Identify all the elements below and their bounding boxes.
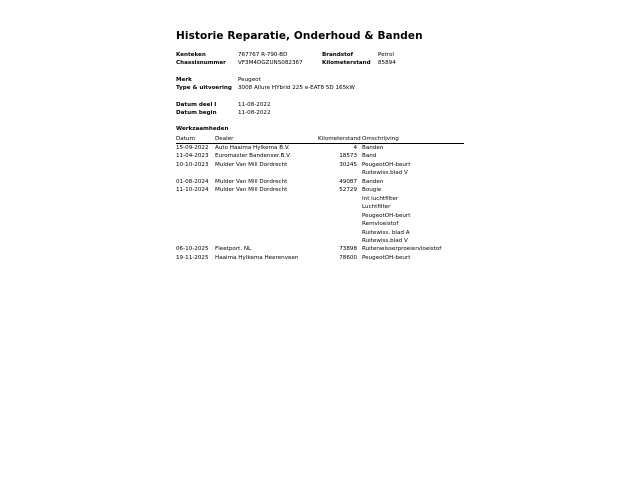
type-value: 3008 Allure HYbrid 225 e-EAT8 5D 165kW xyxy=(238,85,355,91)
row-omschrijving: Band xyxy=(362,153,377,160)
row-dealer: Fleetport. NL xyxy=(215,246,252,253)
page-title: Historie Reparatie, Onderhoud & Banden xyxy=(176,30,423,42)
row-omschrijving: Ruitewiss.blad V xyxy=(362,170,408,177)
column-header-dealer: Dealer xyxy=(215,136,234,142)
row-omschrijving: Banden xyxy=(362,178,384,185)
row-omschrijving: Ruitenwisserproeiervloeistof xyxy=(362,246,442,253)
row-dealer: Mulder Van Mill Dordrecht xyxy=(215,161,288,168)
brandstof-value: Petrol xyxy=(378,52,394,58)
type-label: Type & uitvoering xyxy=(176,85,232,91)
row-omschrijving: Ruitewiss.blad V xyxy=(362,237,408,244)
kenteken-label: Kenteken xyxy=(176,52,206,58)
kilometerstand-label: Kilometerstand xyxy=(322,60,371,66)
row-kilometerstand: 73898 xyxy=(339,246,357,253)
datum-begin-value: 11-08-2022 xyxy=(238,110,271,116)
row-dealer: Euromaster Bandenser.B.V. xyxy=(215,153,291,160)
kenteken-value: 767767 R-790-BD xyxy=(238,52,288,58)
row-datum: 11-04-2023 xyxy=(176,153,209,160)
column-header-kilometerstand: Kilometerstand xyxy=(318,136,361,142)
column-header-omschrijving: Omschrijving xyxy=(362,136,399,142)
row-omschrijving: Banden xyxy=(362,145,384,151)
row-omschrijving: PeugeotOH-beurt xyxy=(362,254,411,261)
datum-deel1-value: 11-08-2022 xyxy=(238,102,271,108)
row-kilometerstand: 78600 xyxy=(339,254,357,261)
column-header-datum: Datum xyxy=(176,136,195,142)
row-omschrijving: Bougie xyxy=(362,187,382,194)
row-datum: 10-10-2023 xyxy=(176,161,209,168)
header-divider xyxy=(176,143,464,144)
datum-deel1-label: Datum deel I xyxy=(176,102,217,108)
row-datum: 01-08-2024 xyxy=(176,178,209,185)
row-kilometerstand: 18573 xyxy=(339,153,357,160)
row-omschrijving: PeugeotOH-beurt xyxy=(362,212,411,219)
row-kilometerstand: 30245 xyxy=(339,161,357,168)
datum-begin-label: Datum begin xyxy=(176,110,217,116)
row-dealer: Auto Haaima Hylkema B.V. xyxy=(215,145,290,151)
row-datum: 15-09-2022 xyxy=(176,145,209,151)
row-datum: 19-11-2025 xyxy=(176,254,209,261)
row-kilometerstand: 52729 xyxy=(339,187,357,194)
row-omschrijving: Luchtfilter xyxy=(362,204,391,211)
row-dealer: Haaima Hylkema Heerenveen xyxy=(215,254,299,261)
row-dealer: Mulder Van Mill Dordrecht xyxy=(215,187,288,194)
row-omschrijving: Int luchtfilter xyxy=(362,195,399,202)
werkzaamheden-heading: Werkzaamheden xyxy=(176,126,229,132)
row-omschrijving: Remvloeistof xyxy=(362,221,399,228)
chassis-value: VF3M4DGZUNS082367 xyxy=(238,60,303,66)
chassis-label: Chassisnummer xyxy=(176,60,226,66)
row-kilometerstand: 49087 xyxy=(339,178,357,185)
row-datum: 11-10-2024 xyxy=(176,187,209,194)
row-omschrijving: Ruitewiss. blad A xyxy=(362,229,410,236)
merk-value: Peugeot xyxy=(238,77,261,83)
row-omschrijving: PeugeotOH-beurt xyxy=(362,161,411,168)
kilometerstand-value: 85894 xyxy=(378,60,396,66)
row-dealer: Mulder Van Mill Dordrecht xyxy=(215,178,288,185)
brandstof-label: Brandstof xyxy=(322,52,354,58)
row-datum: 06-10-2025 xyxy=(176,246,209,253)
row-kilometerstand: 4 xyxy=(353,145,357,151)
merk-label: Merk xyxy=(176,77,192,83)
